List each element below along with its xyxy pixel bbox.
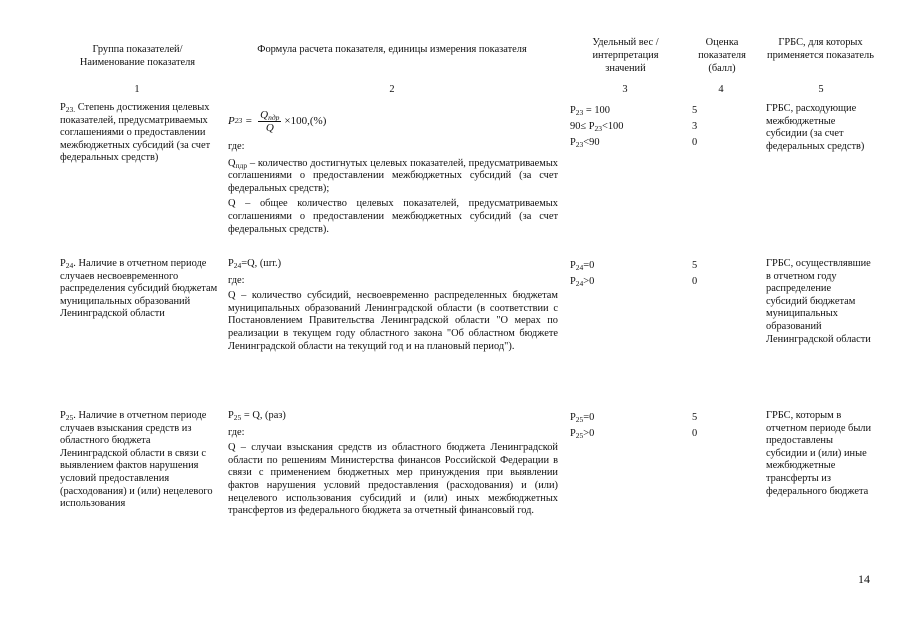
column-number-4: 4: [718, 84, 724, 95]
formula-p24: $P_{24}=Q$, (шт.): [228, 258, 282, 270]
row-p24-scores: 5 0: [692, 260, 698, 287]
column-number-5: 5: [818, 84, 824, 95]
row-p25-formula: $P_{25} = Q$, (раз) где: Q – случаи взыскания средств из областного бюджета Ленинградской области по решениям Министерства финансов Российской Федерации в связи с применением бюджетных мер принуждения при выявлении фактов нарушения условий предоставления (расходования) и (или) нецелевого использования субсидий и (или) иных межбюджетных трансфертов из федерального бюджета за отчетный финансовый год.: [228, 410, 558, 517]
row-p23-interp: $P_{23} = 100$ $90\le P_{23}<100$ $P_{23}<90$: [570, 105, 624, 149]
row-p25-desc: Q – случаи взыскания средств из областного бюджета Ленинградской области по решениям Министерства финансов Российской Федерации в связи с применением бюджетных мер принуждения при выявлении фактов нарушения условий предоставления (расходования) и (или) нецелевого использования субсидий и (или) иных межбюджетных трансфертов из федерального бюджета за отчетный финансовый год.: [228, 442, 558, 517]
row-p23-name-text: Степень достижения целевых показателей, предусматриваемых соглашениями о предоставлении межбюджетных субсидий (за счет федеральных средств): [60, 102, 211, 164]
formula-fraction: $\frac{Q_{пдр}}{Q}$: [260, 108, 280, 134]
formula-p23: P 23 = $\frac{Q_{пдр}}{Q}$ ×100,(%): [228, 108, 327, 134]
row-p25-grbs: ГРБС, которым в отчетном периоде были предоставлены субсидии и (или) иные межбюджетные трансферты из федерального бюджета: [766, 410, 872, 497]
formula-p25: $P_{25} = Q$, (раз): [228, 410, 286, 422]
row-p24-interp: $P_{24}=0$ $P_{24}>0$: [570, 260, 595, 288]
page-number: 14: [858, 572, 870, 586]
header-grbs: ГРБС, для которых применяется показатель: [767, 37, 874, 61]
row-p23-grbs: ГРБС, расходующие межбюджетные субсидии (за счет федеральных средств): [766, 103, 865, 152]
row-p23-formula: [228, 103, 558, 236]
row-p23-scores: 5 3 0: [692, 105, 698, 148]
column-number-1: 1: [134, 84, 140, 95]
row-p24-grbs: ГРБС, осуществлявшие в отчетном году распределение субсидий бюджетам муниципальных образований Ленинградской области: [766, 258, 871, 345]
column-number-2: 2: [389, 84, 395, 95]
row-p23-name: $P_{23.}$ Степень достижения целевых показателей, предусматриваемых соглашениями о предоставлении межбюджетных субсидий (за счет федеральных средств): [60, 102, 211, 164]
row-p24-name: $P_{24}$. Наличие в отчетном периоде случаев несвоевременного распределения субсидий бюджетам муниципальных образований Ленинградской области: [60, 258, 218, 320]
row-p25-interp: $P_{25}=0$ $P_{25}>0$: [570, 412, 595, 440]
header-group-name: Группа показателей/ Наименование показателя: [79, 44, 196, 68]
row-p23-id: P: [60, 102, 66, 113]
header-score: Оценка показателя (балл): [698, 37, 746, 74]
header-weight: Удельный вес / интерпретация значений: [592, 37, 659, 74]
row-p23-desc-2: Q – общее количество целевых показателей, предусматриваемых соглашениями о предоставлении межбюджетных субсидий (за счет федеральных средств).: [228, 198, 558, 235]
column-number-3: 3: [622, 84, 628, 95]
row-p23-where: где:: [228, 141, 245, 152]
row-p25-name: $P_{25}$. Наличие в отчетном периоде случаев взыскания средств из областного бюджета Ленинградской области в связи с выявлением фактов нарушения условий предоставления (расходования) и (или) нецелевого использования: [60, 410, 213, 510]
header-formula: Формула расчета показателя, единицы измерения показателя: [257, 44, 527, 55]
row-p23-desc-1: $Q_{пдр}$ – количество достигнутых целевых показателей, предусматриваемых соглашениями о предоставлении межбюджетных субсидий (за счет федеральных средств);: [228, 157, 558, 194]
row-p24-desc: Q – количество субсидий, несвоевременно распределенных бюджетам муниципальных образований Ленинградской области (в соответствии с Постановлением Правительства Ленинградской области "О мерах по реализации в текущем году областного закона "Об областном бюджете Ленинградской области на текущий год и на плановый период").: [228, 290, 558, 352]
row-p24-formula: $P_{24}=Q$, (шт.) где: Q – количество субсидий, несвоевременно распределенных бюджетам муниципальных образований Ленинградской области (в соответствии с Постановлением Правительства Ленинградской области "О мерах по реализации в текущем году областного закона "Об областном бюджете Ленинградской области на текущий год и на плановый период").: [228, 258, 558, 352]
row-p25-scores: 5 0: [692, 412, 698, 439]
